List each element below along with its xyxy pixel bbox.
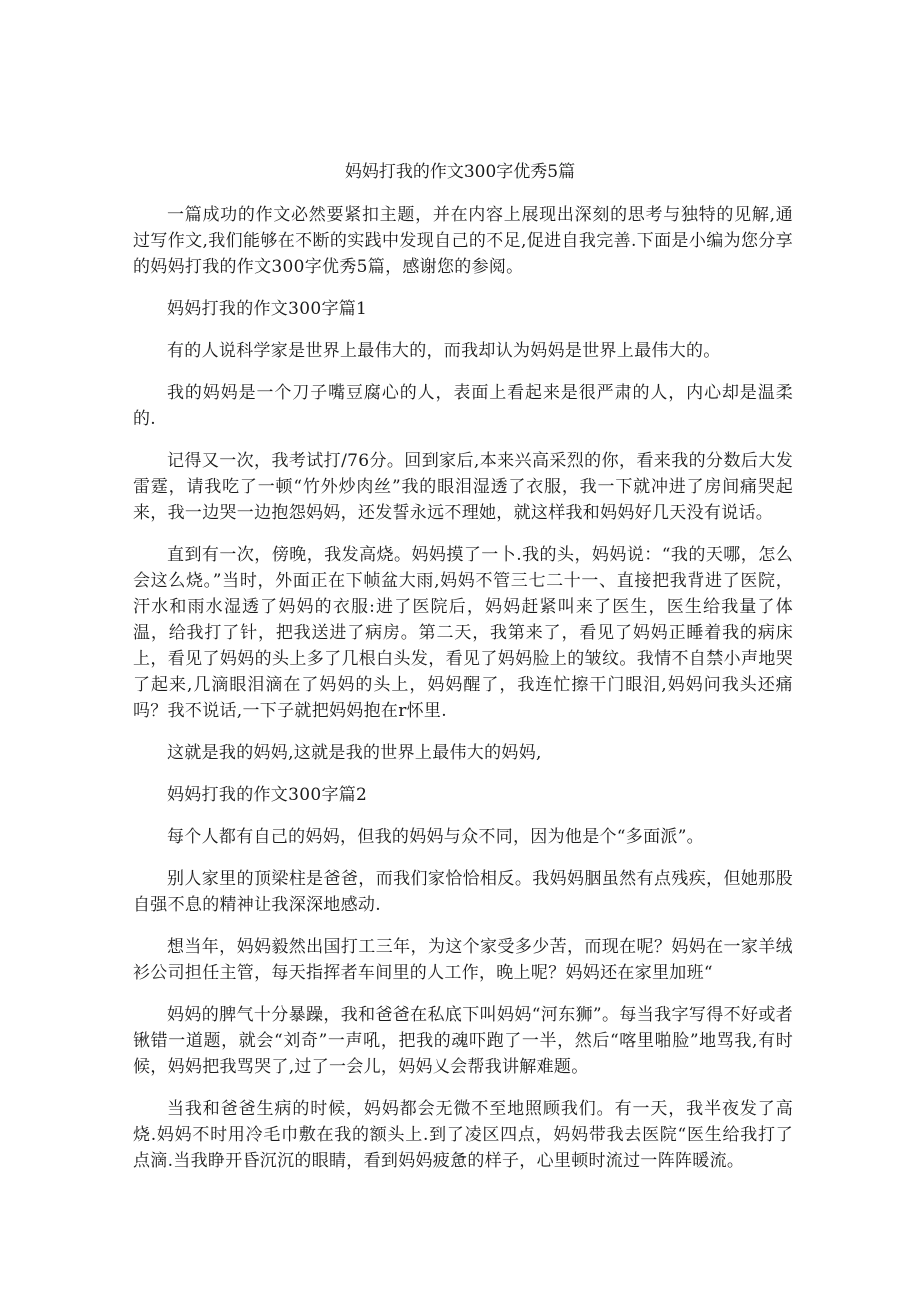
paragraph: 直到有一次，傍晚，我发高烧。妈妈摸了一卜.我的头，妈妈说：“我的天哪，怎么会这么烧。”当时，外面正在下帧盆大雨,妈妈不管三七二十一、直接把我背进了医院，汗水和雨水湿透了妈妈的衣服:进了医院后，妈妈赶紧叫来了医生，医生给我量了体温，给我打了针，把我送进了病房。第二天，我第来了，看见了妈妈正睡着我的病床上，看见了妈妈的头上多了几根白头发，看见了妈妈脸上的皱纹。我情不自禁小声地哭了起来,几滴眼泪滴在了妈妈的头上，妈妈醒了，我连忙擦干门眼泪,妈妈问我头还痛吗？我不说话,一下子就把妈妈抱在r怀里. [133, 545, 793, 721]
document-title: 妈妈打我的作文300字优秀5篇 [344, 162, 576, 182]
paragraph: 当我和爸爸生病的时候，妈妈都会无微不至地照顾我们。有一天，我半夜发了高烧.妈妈不时用冷毛巾敷在我的额头上.到了凌区四点，妈妈带我去医院“医生给我打了点滴.当我睁开昏沉沉的眼睛，看到妈妈疲惫的样子，心里顿时流过一阵阵暖流。 [133, 1099, 793, 1171]
intro-paragraph: 一篇成功的作文必然要紧扣主题，并在内容上展现出深刻的思考与独特的见解,通过写作文,我们能够在不断的实践中发现自己的不足,促进自我完善.下面是小编为您分享的妈妈打我的作文300字优秀5篇，感谢您的参阅。 [133, 205, 793, 277]
section-heading-2: 妈妈打我的作文300字篇2 [167, 785, 368, 805]
document-body [133, 202, 793, 1190]
paragraph: 妈妈的脾气十分暴躁，我和爸爸在私底下叫妈妈“河东狮”。每当我字写得不好或者锹错一道题，就会“刘奇”一声吼，把我的魂吓跑了一半，然后“喀里啪脸”地骂我,有时候，妈妈把我骂哭了,过了一会儿，妈妈乂会帮我讲解难题。 [133, 1005, 793, 1077]
paragraph: 别人家里的顶梁柱是爸爸，而我们家恰恰相反。我妈妈胭虽然有点残疾，但她那股自强不息的精神让我深深地感动. [133, 869, 793, 915]
paragraph: 想当年，妈妈毅然出国打工三年，为这个家受多少苦，而现在呢？妈妈在一家羊绒衫公司担任主管，每天指挥者车间里的人工作，晚上呢？妈妈还在家里加班“ [133, 937, 793, 983]
paragraph: 这就是我的妈妈,这就是我的世界上最伟大的妈妈, [167, 743, 542, 763]
paragraph: 我的妈妈是一个刀子嘴豆腐心的人，表面上看起来是很严肃的人，内心却是温柔的. [133, 383, 793, 429]
section-heading-1: 妈妈打我的作文300字篇1 [167, 299, 368, 319]
paragraph: 记得又一次，我考试打/76分。回到家后,本来兴高采烈的你，看来我的分数后大发雷霆，请我吃了一顿“竹外炒肉丝”我的眼泪湿透了衣服，我一下就冲进了房间痛哭起来，我一边哭一边抱怨妈妈，还发誓永远不理她，就这样我和妈妈好几天没有说话。 [133, 451, 793, 523]
paragraph: 有的人说科学家是世界上最伟大的，而我却认为妈妈是世界上最伟大的。 [167, 341, 721, 361]
paragraph: 每个人都有自己的妈妈，但我的妈妈与众不同，因为他是个“多面派”。 [167, 827, 704, 847]
